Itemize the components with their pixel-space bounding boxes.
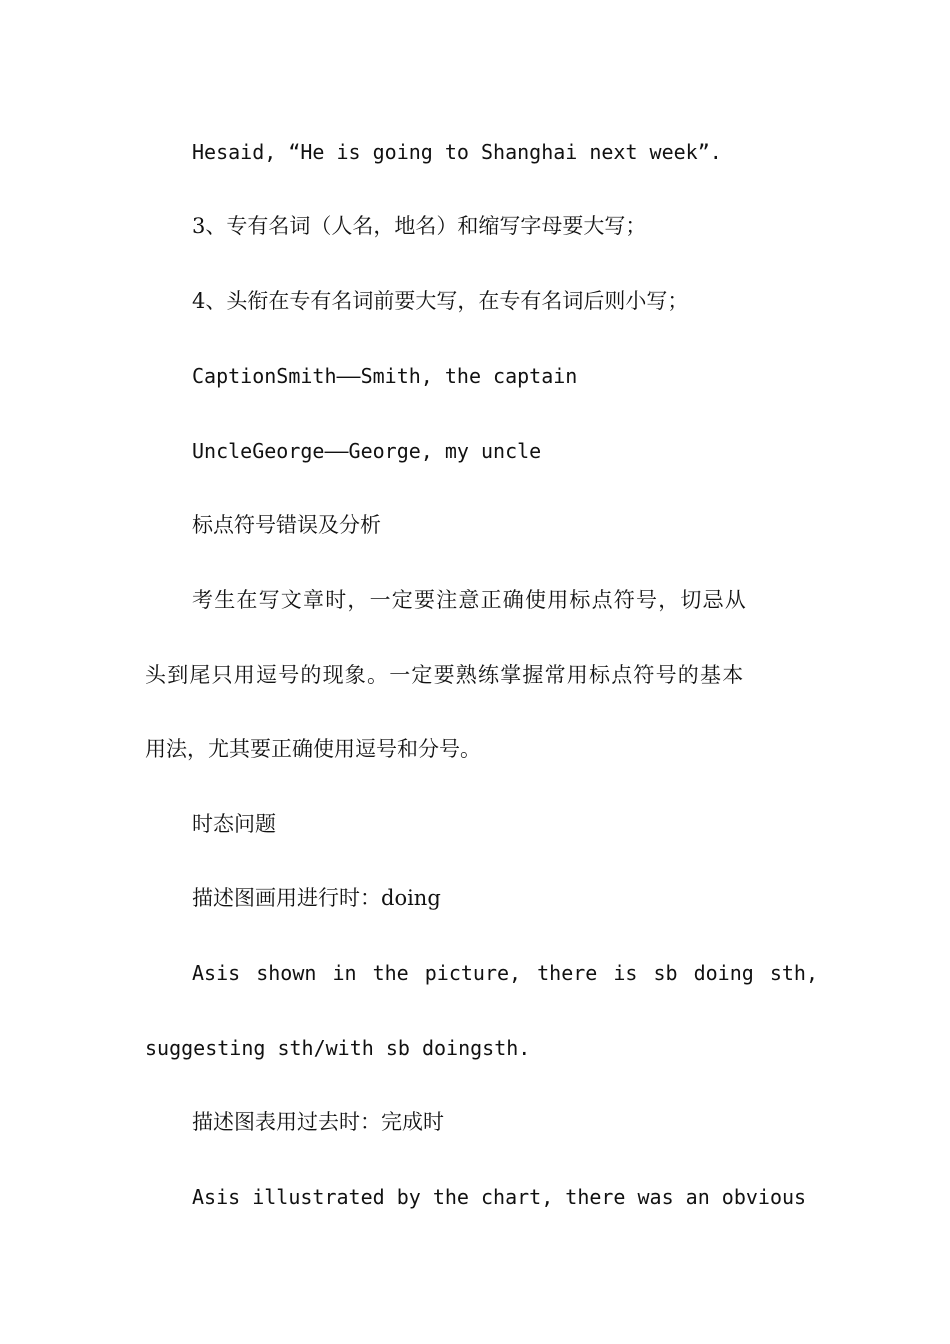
example-captain: CaptionSmith——Smith, the captain — [192, 364, 578, 388]
example-uncle: UncleGeorge——George, my uncle — [192, 439, 542, 463]
section-heading-punctuation: 标点符号错误及分析 — [192, 513, 381, 537]
tense-picture-heading: 描述图画用进行时：doing — [192, 886, 441, 910]
tense-chart-example-line-1: Asis illustrated by the chart, there was an obvious — [192, 1185, 807, 1209]
tense-picture-example-line-2: suggesting sth/with sb doingsth. — [145, 1036, 531, 1060]
section-heading-tense: 时态问题 — [192, 812, 276, 836]
paragraph-punctuation-line-3: 用法，尤其要正确使用逗号和分号。 — [145, 737, 481, 761]
paragraph-punctuation-line-2: 头到尾只用逗号的现象。一定要熟练掌握常用标点符号的基本 — [145, 663, 745, 687]
tense-picture-example-line-1: Asis shown in the picture, there is sb doing sth, — [192, 961, 819, 985]
rule-3: 3、专有名词（人名，地名）和缩写字母要大写； — [192, 214, 647, 238]
example-sentence: Hesaid, “He is going to Shanghai next week”. — [192, 140, 722, 164]
tense-chart-heading: 描述图表用过去时：完成时 — [192, 1110, 444, 1134]
paragraph-punctuation-line-1: 考生在写文章时，一定要注意正确使用标点符号，切忌从 — [192, 588, 747, 612]
rule-4: 4、头衔在专有名词前要大写，在专有名词后则小写； — [192, 289, 689, 313]
